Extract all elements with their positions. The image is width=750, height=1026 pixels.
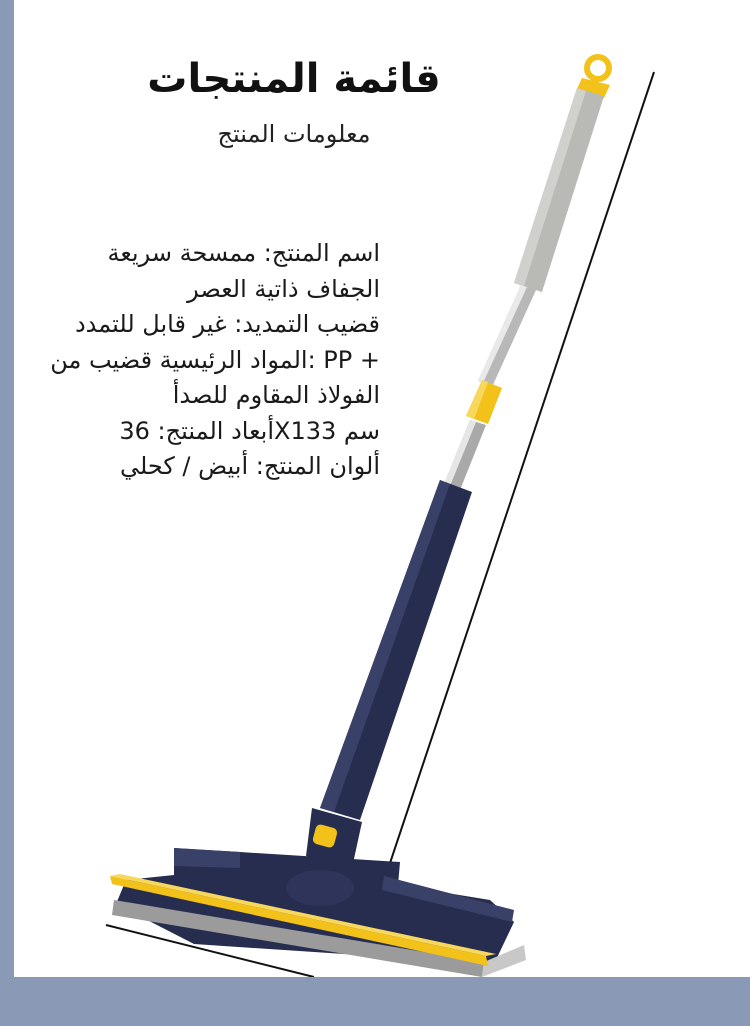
spec-materials: + PP :المواد الرئيسية قضيب من الفولاذ المقاوم للصدأ (50, 345, 380, 409)
spec-dimensions: سم X133أبعاد المنتج: 36 (119, 416, 380, 445)
page-title: قائمة المنتجات (147, 56, 441, 102)
spec-colors: ألوان المنتج: أبيض / كحلي (119, 452, 380, 480)
product-card (14, 0, 750, 977)
product-specs (50, 236, 380, 485)
page-subtitle: معلومات المنتج (217, 120, 371, 148)
spec-extension-rod: قضيب التمديد: غير قابل للتمدد (74, 310, 380, 338)
spec-product-name: اسم المنتج: ممسحة سريعة الجفاف ذاتية العصر (107, 239, 380, 303)
